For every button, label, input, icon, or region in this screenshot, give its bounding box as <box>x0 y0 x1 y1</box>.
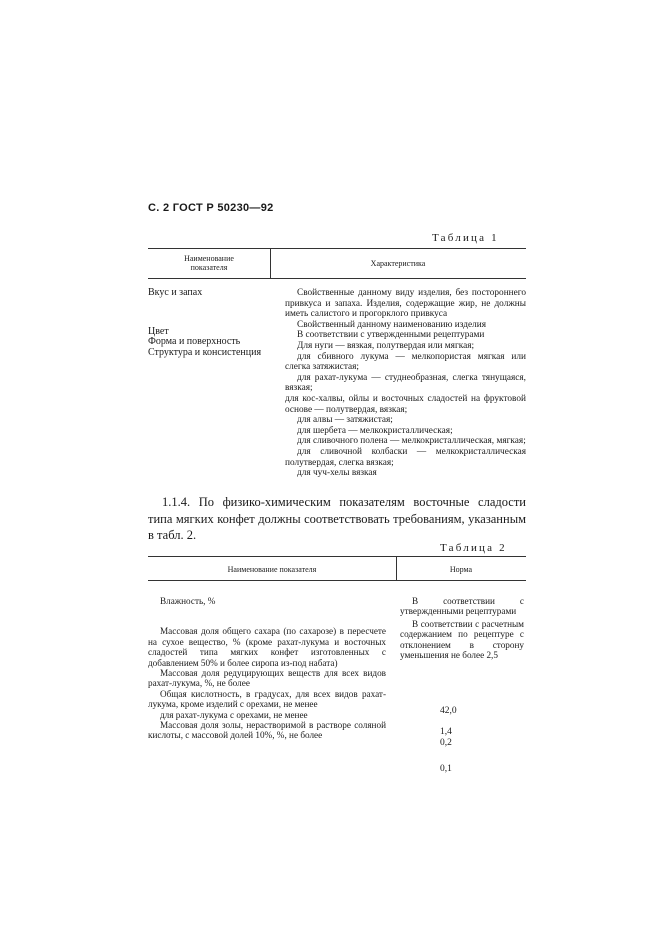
table1-char-s9: для чуч-хелы вязкая <box>297 468 377 479</box>
table1-row-structure: Структура и консистенция <box>148 346 262 358</box>
paragraph-text: 1.1.4. По физико-химическим показателям восточные сладости типа мягких конфет должны соответствовать требованиям, указанным в табл. 2. <box>148 495 526 542</box>
table1-col-name-line2: показателя <box>190 263 228 272</box>
table2-norm-acidity: 1,4 <box>440 727 452 737</box>
table1-row-color: Цвет <box>148 325 169 337</box>
table1-caption: Таблица 1 <box>432 232 499 244</box>
table1-col-name-line1: Наименование <box>184 254 234 263</box>
table1-char-color: Свойственный данному наименованию изделия <box>297 319 486 330</box>
table1-char-s5: для алвы — затяжистая; <box>297 415 393 426</box>
table1-char-form: В соответствии с утвержденными рецептурами <box>297 330 485 341</box>
table1-char-s6: для шербета — мелкокристаллическая; <box>297 425 453 436</box>
table2-row-reducing: Массовая доля редуцирующих веществ для всех видов рахат-лукума, %, не более <box>148 668 386 689</box>
table1-col-char-header: Характеристика <box>370 259 426 268</box>
table2-norm-sugar: В соответствии с расчетным содержанием по рецептуре с отклонением в сторону уменьшения не более 2,5 <box>400 618 524 661</box>
table2-header-rule <box>148 580 526 581</box>
table2-col-name-header: Наименование показателя <box>227 565 317 574</box>
table1-char-s1: Для нуги — вязкая, полутвердая или мягкая; <box>297 340 475 351</box>
table2-top-rule <box>148 556 526 557</box>
table2-norm-reducing: 42,0 <box>440 706 457 716</box>
table2-row-moisture: Влажность, % <box>160 596 216 606</box>
table2-right-column <box>400 592 524 660</box>
table2-caption: Таблица 2 <box>440 542 507 554</box>
table1-row-taste: Вкус и запах <box>148 287 203 298</box>
table1-char-s3: для рахат-лукума — студнеобразная, слегка тянущаяся, вязкая; <box>285 372 526 394</box>
table1-top-rule <box>148 248 526 249</box>
table1-right-column <box>285 288 526 479</box>
table2-norm-ash: 0,1 <box>440 764 452 774</box>
table1-left-column <box>148 288 268 358</box>
table1-char-s8: для сливочной колбаски — мелкокристаллическая полутвердая, слегка вязкая; <box>285 446 526 468</box>
table1-char-s2: для сбивного лукума — мелкопористая мягкая или слегка затяжистая; <box>285 351 526 373</box>
body-paragraph <box>148 494 526 544</box>
table2-norm-acidity-nuts: 0,2 <box>440 738 452 748</box>
table2-row-acidity: Общая кислотность, в градусах, для всех видов рахат-лукума, кроме изделий с орехами, не менее <box>148 688 386 710</box>
table1-char-s4: для кос-халвы, ойлы и восточных сладостей на фруктовой основе — полутвердая, вязкая; <box>285 393 526 415</box>
table2-row-sugar: Массовая доля общего сахара (по сахарозе) в пересчете на сухое вещество, % (кроме рахат-лукума и восточных сладостей типа мягких конфет изготовленных с добавлением 50% и более сиропа из-под набата) <box>148 626 386 668</box>
table2-row-ash: Массовая доля золы, нерастворимой в растворе соляной кислоты, с массовой долей 10%, %, не более <box>148 720 386 741</box>
table2-row-acidity-nuts: для рахат-лукума с орехами, не менее <box>160 709 308 720</box>
table2-col-norm-header: Норма <box>449 565 473 574</box>
table2-left-column <box>148 592 386 741</box>
table1-header-rule <box>148 278 526 279</box>
table1-col-name-header <box>148 254 270 272</box>
table2-norm-moisture: В соответствии с утвержденными рецептурами <box>400 596 524 617</box>
table1-char-taste: Свойственные данному виду изделия, без постороннего привкуса и запаха. Изделия, содержащие жир, не должны иметь салистого и прогорклого привкуса <box>285 288 526 320</box>
table1-char-s7: для сливочного полена — мелкокристаллическая, мягкая; <box>297 436 526 447</box>
page-header: С. 2 ГОСТ Р 50230—92 <box>148 202 274 214</box>
table1-row-form: Форма и поверхность <box>148 336 241 348</box>
